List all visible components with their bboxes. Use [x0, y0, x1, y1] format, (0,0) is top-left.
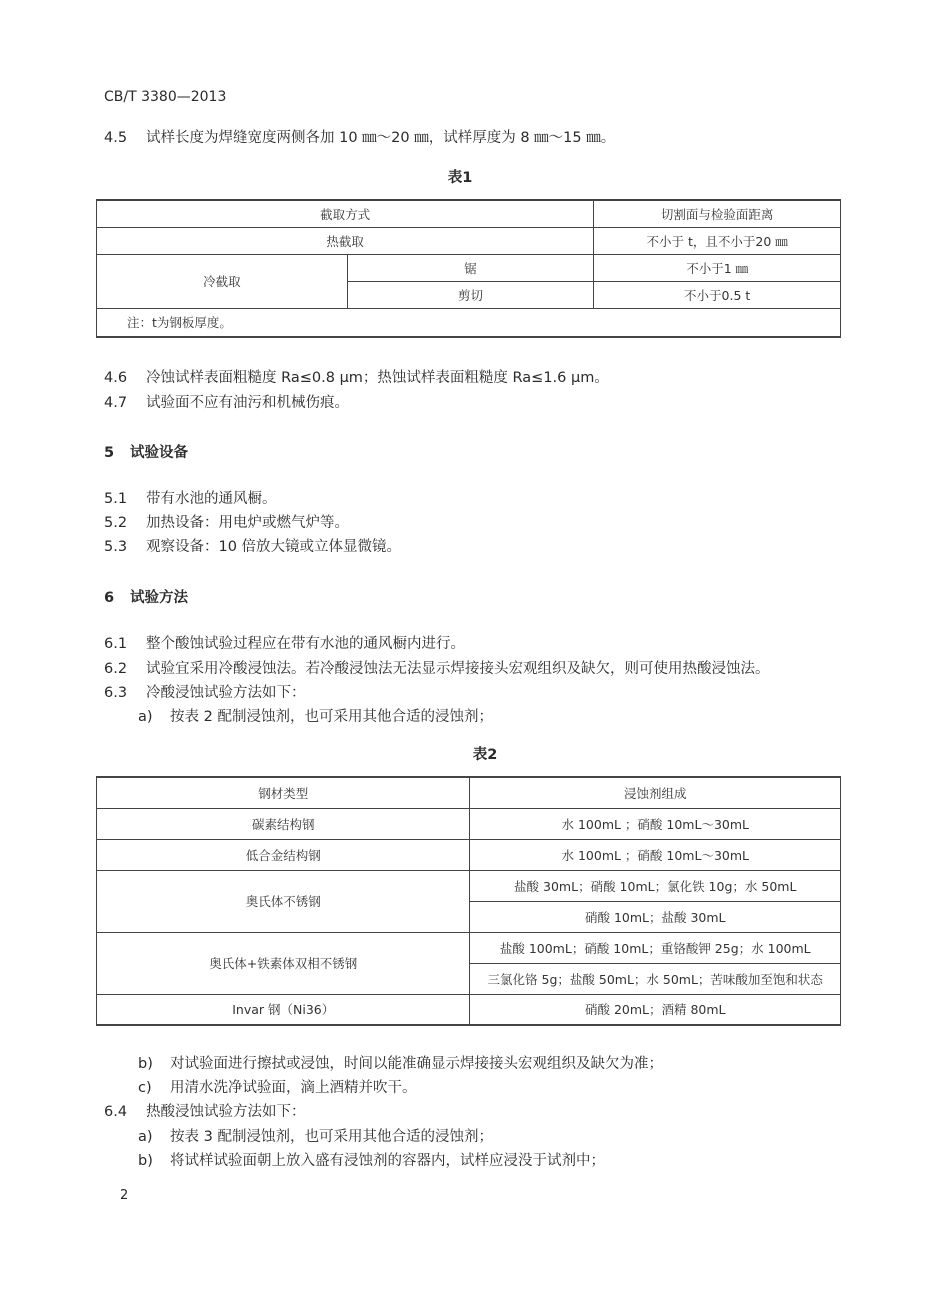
clause-number: 6.3 [104, 685, 128, 701]
table1-header-row [97, 200, 841, 227]
table2-caption: 表2 [472, 747, 498, 763]
clause-text: 试样长度为焊缝宽度两侧各加 10 ㎜～20 ㎜，试样厚度为 8 ㎜～15 ㎜。 [146, 130, 616, 146]
list-marker: b) [138, 1056, 153, 1072]
clause-4-5 [104, 128, 615, 148]
table2-header-type: 钢材类型 [97, 777, 470, 808]
clause-number: 4.5 [104, 130, 128, 146]
clause-6-3-a [138, 707, 493, 727]
table2-cell-comp: 硝酸 20mL；酒精 80mL [470, 994, 841, 1025]
clause-number: 6.1 [104, 636, 128, 652]
clause-text: 冷酸浸蚀试验方法如下： [146, 685, 306, 701]
table-row [97, 932, 841, 963]
clause-text: 带有水池的通风橱。 [146, 491, 277, 507]
section-title-text: 试验方法 [130, 590, 188, 606]
table2-cell-type: 碳素结构钢 [97, 808, 470, 839]
page-number: 2 [120, 1188, 129, 1203]
clause-6-1 [104, 634, 465, 654]
table2-cell-comp: 盐酸 100mL；硝酸 10mL；重铬酸钾 25g；水 100mL [470, 932, 841, 963]
table2-header-row [97, 777, 841, 808]
table2-cell-comp: 盐酸 30mL；硝酸 10mL；氯化铁 10g；水 50mL [470, 870, 841, 901]
clause-4-7 [104, 393, 349, 413]
table2-cell-comp: 硝酸 10mL；盐酸 30mL [470, 901, 841, 932]
table2 [96, 776, 841, 1026]
table2-header-comp: 浸蚀剂组成 [470, 777, 841, 808]
clause-6-4-a [138, 1127, 493, 1147]
list-marker: b) [138, 1153, 153, 1169]
table2-cell-comp: 三氯化铬 5g；盐酸 50mL；水 50mL；苦味酸加至饱和状态 [470, 963, 841, 994]
table1-cell-shear-distance: 不小于0.5 t [594, 281, 841, 308]
list-text: 按表 2 配制浸蚀剂，也可采用其他合适的浸蚀剂； [170, 709, 493, 725]
clause-6-2 [104, 659, 770, 679]
clause-6-3-b [138, 1054, 663, 1074]
table-row [97, 808, 841, 839]
table-row [97, 994, 841, 1025]
table1-cell-hot-distance: 不小于 t，且不小于20 ㎜ [594, 227, 841, 254]
list-text: 用清水洗净试验面，滴上酒精并吹干。 [170, 1080, 417, 1096]
table1-cell-saw-distance: 不小于1 ㎜ [594, 254, 841, 281]
clause-text: 试验宜采用冷酸浸蚀法。若冷酸浸蚀法无法显示焊接接头宏观组织及缺欠，则可使用热酸浸蚀法。 [146, 661, 770, 677]
section-number: 5 [104, 445, 115, 461]
table1-cell-cold: 冷截取 [97, 254, 348, 308]
table2-cell-type: Invar 钢（Ni36） [97, 994, 470, 1025]
list-text: 将试样试验面朝上放入盛有浸蚀剂的容器内，试样应浸没于试剂中； [170, 1153, 605, 1169]
table1-caption: 表1 [447, 170, 473, 186]
clause-text: 整个酸蚀试验过程应在带有水池的通风橱内进行。 [146, 636, 465, 652]
table1 [96, 199, 841, 338]
clause-number: 5.3 [104, 539, 128, 555]
clause-5-3 [104, 537, 401, 557]
clause-6-4 [104, 1102, 306, 1122]
list-marker: c) [138, 1080, 152, 1096]
table-row [97, 870, 841, 901]
table-row [97, 839, 841, 870]
table2-cell-type: 奥氏体+铁素体双相不锈钢 [97, 932, 470, 994]
clause-6-3-c [138, 1078, 417, 1098]
clause-text: 观察设备：10 倍放大镜或立体显微镜。 [146, 539, 402, 555]
clause-number: 6.2 [104, 661, 128, 677]
table1-header-method: 截取方式 [97, 200, 594, 227]
table-row [97, 227, 841, 254]
table2-cell-type: 奥氏体不锈钢 [97, 870, 470, 932]
table2-cell-type: 低合金结构钢 [97, 839, 470, 870]
clause-number: 5.2 [104, 515, 128, 531]
clause-number: 6.4 [104, 1104, 128, 1120]
clause-text: 加热设备：用电炉或燃气炉等。 [146, 515, 349, 531]
standard-code: CB/T 3380—2013 [104, 89, 227, 105]
clause-text: 热酸浸蚀试验方法如下： [146, 1104, 306, 1120]
table1-note-row [97, 308, 841, 337]
section-title-text: 试验设备 [130, 445, 188, 461]
table2-cell-comp: 水 100mL ；硝酸 10mL～30mL [470, 808, 841, 839]
table1-cell-saw: 锯 [347, 254, 594, 281]
clause-number: 5.1 [104, 491, 128, 507]
clause-5-1 [104, 489, 277, 509]
clause-6-4-b [138, 1151, 605, 1171]
list-text: 按表 3 配制浸蚀剂，也可采用其他合适的浸蚀剂； [170, 1129, 493, 1145]
clause-text: 冷蚀试样表面粗糙度 Ra≤0.8 μm；热蚀试样表面粗糙度 Ra≤1.6 μm。 [146, 370, 609, 386]
list-text: 对试验面进行擦拭或浸蚀，时间以能准确显示焊接接头宏观组织及缺欠为准； [170, 1056, 663, 1072]
list-marker: a) [138, 709, 153, 725]
clause-number: 4.6 [104, 370, 128, 386]
clause-number: 4.7 [104, 395, 128, 411]
section-6-title [104, 586, 188, 607]
section-number: 6 [104, 590, 115, 606]
section-5-title [104, 441, 188, 462]
clause-text: 试验面不应有油污和机械伤痕。 [146, 395, 349, 411]
table-row [97, 254, 841, 281]
table1-cell-hot: 热截取 [97, 227, 594, 254]
list-marker: a) [138, 1129, 153, 1145]
table1-cell-shear: 剪切 [347, 281, 594, 308]
clause-4-6 [104, 368, 609, 388]
table1-header-distance: 切割面与检验面距离 [594, 200, 841, 227]
clause-5-2 [104, 513, 349, 533]
table1-note: 注：t为钢板厚度。 [97, 308, 841, 337]
clause-6-3 [104, 683, 306, 703]
table2-cell-comp: 水 100mL ；硝酸 10mL～30mL [470, 839, 841, 870]
